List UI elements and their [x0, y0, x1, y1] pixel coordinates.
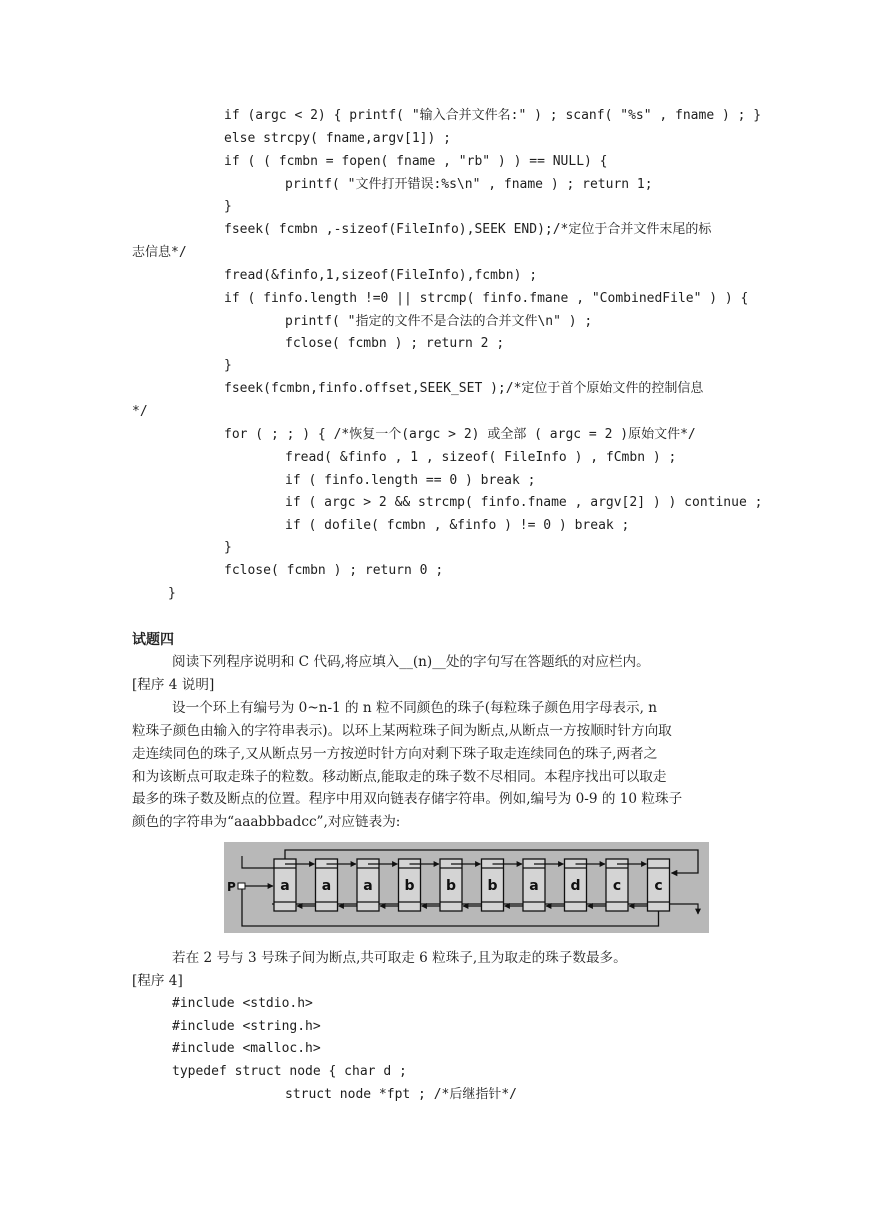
description-line: 最多的珠子数及断点的位置。程序中用双向链表存储字符串。例如,编号为 0-9 的 10 粒珠子	[132, 791, 683, 807]
node-char: b	[487, 878, 498, 894]
after-figure-text: 若在 2 号与 3 号珠子间为断点,共可取走 6 粒珠子,且为取走的珠子数最多。	[172, 950, 627, 966]
description-line: 走连续同色的珠子,又从断点另一方按逆时针方向对剩下珠子取走连续同色的珠子,两者之	[132, 746, 658, 762]
node-char: b	[445, 878, 457, 894]
code-line: printf( "文件打开错误:%s\n" , fname ) ; return 1;	[285, 177, 653, 192]
linked-list-figure	[224, 842, 709, 933]
pointer-box	[238, 883, 245, 889]
code-line: #include <malloc.h>	[172, 1041, 321, 1056]
code-line: for ( ; ; ) { /*恢复一个(argc > 2) 或全部 ( argc = 2 )原始文件*/	[224, 427, 696, 442]
pointer-label: P	[227, 880, 236, 894]
description-line: 颜色的字符串为“aaabbbadcc”,对应链表为:	[132, 814, 401, 830]
code-line: 志信息*/	[132, 245, 187, 260]
section-intro: 阅读下列程序说明和 C 代码,将应填入__(n)__处的字句写在答题纸的对应栏内。	[172, 654, 650, 670]
node-char: c	[612, 878, 622, 894]
code-line: struct node *fpt ; /*后继指针*/	[285, 1087, 518, 1102]
code-line: fseek( fcmbn ,-sizeof(FileInfo),SEEK END);/*定位于合并文件末尾的标	[224, 222, 712, 237]
node-char: a	[280, 878, 290, 894]
node-char: b	[404, 878, 415, 894]
section-title: 试题四	[132, 632, 174, 648]
node-char: c	[654, 878, 663, 894]
code-line: else strcpy( fname,argv[1]) ;	[224, 131, 451, 146]
code-line: }	[224, 358, 232, 373]
code-line: }	[224, 540, 232, 555]
description-line: 设一个环上有编号为 0~n-1 的 n 粒不同颜色的珠子(每粒珠子颜色用字母表示, n	[172, 700, 657, 716]
node-char: a	[529, 878, 539, 894]
code-line: fclose( fcmbn ) ; return 0 ;	[224, 563, 444, 578]
code-line: }	[224, 199, 232, 214]
code-line: fread( &finfo , 1 , sizeof( FileInfo ) , fCmbn ) ;	[285, 450, 677, 465]
node-char: a	[363, 878, 373, 894]
description-line: 和为该断点可取走珠子的粒数。移动断点,能取走的珠子数不尽相同。本程序找出可以取走	[132, 769, 667, 785]
code-line: #include <stdio.h>	[172, 996, 313, 1011]
description-line: 粒珠子颜色由输入的字符串表示)。以环上某两粒珠子间为断点,从断点一方按顺时针方向取	[132, 723, 672, 739]
node-char: a	[321, 878, 332, 894]
code-line: */	[132, 404, 148, 419]
description-label: [程序 4 说明]	[132, 677, 215, 693]
code-line: if ( dofile( fcmbn , &finfo ) != 0 ) break ;	[285, 518, 630, 533]
node-char: d	[570, 878, 581, 894]
code-line: if (argc < 2) { printf( "输入合并文件名:" ) ; scanf( "%s" , fname ) ; }	[224, 108, 762, 123]
code-line: fseek(fcmbn,finfo.offset,SEEK_SET );/*定位于首个原始文件的控制信息	[224, 381, 704, 396]
code-line: #include <string.h>	[172, 1019, 321, 1034]
code-line: printf( "指定的文件不是合法的合并文件\n" ) ;	[285, 314, 593, 329]
code-line: }	[168, 586, 176, 601]
code-line: if ( finfo.length == 0 ) break ;	[285, 473, 536, 488]
code-line: if ( argc > 2 && strcmp( finfo.fname , argv[2] ) ) continue ;	[285, 495, 763, 510]
code-line: if ( finfo.length !=0 || strcmp( finfo.fmane , "CombinedFile" ) ) {	[224, 291, 749, 306]
code-line: fclose( fcmbn ) ; return 2 ;	[285, 336, 505, 351]
program-label: [程序 4]	[132, 973, 183, 989]
linked-list-diagram	[224, 842, 709, 933]
code-line: typedef struct node { char d ;	[172, 1064, 407, 1079]
code-line: if ( ( fcmbn = fopen( fname , "rb" ) ) == NULL) {	[224, 154, 608, 169]
code-line: fread(&finfo,1,sizeof(FileInfo),fcmbn) ;	[224, 268, 538, 283]
